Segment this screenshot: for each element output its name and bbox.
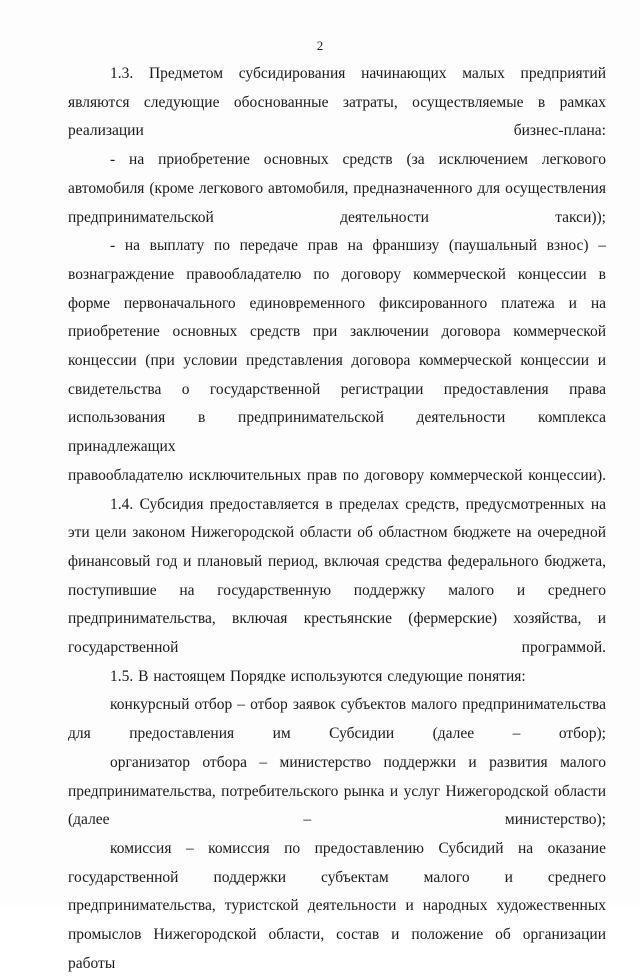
paragraph-franchise — [68, 232, 606, 490]
text-line: (далее – министерство); — [68, 811, 606, 829]
document-body — [68, 60, 606, 979]
text-line: 1.3. Предметом субсидирования начинающих малых предприятий — [110, 65, 606, 82]
text-line: приобретение основных средств при заключении договора коммерческой — [68, 323, 606, 341]
text-line: концессии (при условии представления договора коммерческой концессии и — [68, 352, 606, 370]
paragraph-selection-organizer — [68, 749, 606, 835]
text-line: свидетельства о государственной регистрации предоставления права — [68, 380, 606, 398]
text-line: предпринимательства, потребительского рынка и услуг Нижегородской области — [68, 782, 606, 800]
text-line: промыслов Нижегородской области, состав и положение об организации работы — [68, 926, 606, 972]
text-line: комиссия – комиссия по предоставлению Субсидий на оказание — [110, 839, 606, 857]
paragraph-competitive-selection — [68, 691, 606, 748]
text-line: являются следующие обоснованные затраты, осуществляемые в рамках — [68, 93, 606, 111]
text-line: эти цели законом Нижегородской области об областном бюджете на очередной — [68, 524, 606, 542]
text-line: поступившие на государственную поддержку малого и среднего — [68, 581, 606, 599]
text-line: - на выплату по передаче прав на франшизу (паушальный взнос) – — [110, 237, 606, 255]
text-line: финансовый год и плановый период, включая средства федерального бюджета, — [68, 552, 606, 570]
paragraph-1-3 — [68, 60, 606, 146]
text-line: 1.4. Субсидия предоставляется в пределах средств, предусмотренных на — [110, 495, 606, 513]
text-line: для предоставления им Субсидии (далее – отбор); — [68, 725, 606, 743]
text-line: предпринимательской деятельности такси)); — [68, 208, 606, 226]
text-line: организатор отбора – министерство поддержки и развития малого — [110, 753, 606, 771]
text-line: предпринимательства, туристской деятельности и народных художественных — [68, 897, 606, 915]
text-line: правообладателю исключительных прав по договору коммерческой концессии). — [68, 466, 606, 484]
text-line: государственной поддержки субъектам малого и среднего — [68, 868, 606, 886]
text-line: - на приобретение основных средств (за исключением легкового — [110, 151, 606, 169]
text-line: государственной программой. — [68, 639, 606, 657]
paragraph-1-4 — [68, 491, 606, 663]
page-number: 2 — [316, 38, 324, 53]
text-line: конкурсный отбор – отбор заявок субъектов малого предпринимательства — [110, 696, 606, 714]
text-line: использования в предпринимательской деятельности комплекса принадлежащих — [68, 409, 606, 456]
text-line: вознаграждение правообладателю по договору коммерческой концессии в — [68, 265, 606, 283]
text-line: реализации бизнес-плана: — [68, 122, 606, 140]
paragraph-fixed-assets — [68, 146, 606, 232]
paragraph-commission — [68, 835, 606, 979]
paragraph-1-5 — [68, 663, 606, 692]
text-line: предпринимательства, включая крестьянские (фермерские) хозяйства, и — [68, 610, 606, 628]
text-line: 1.5. В настоящем Порядке используются следующие понятия: — [110, 667, 526, 685]
text-line: автомобиля (кроме легкового автомобиля, предназначенного для осуществления — [68, 179, 606, 197]
text-line: форме первоначального единовременного фиксированного платежа и на — [68, 294, 606, 312]
